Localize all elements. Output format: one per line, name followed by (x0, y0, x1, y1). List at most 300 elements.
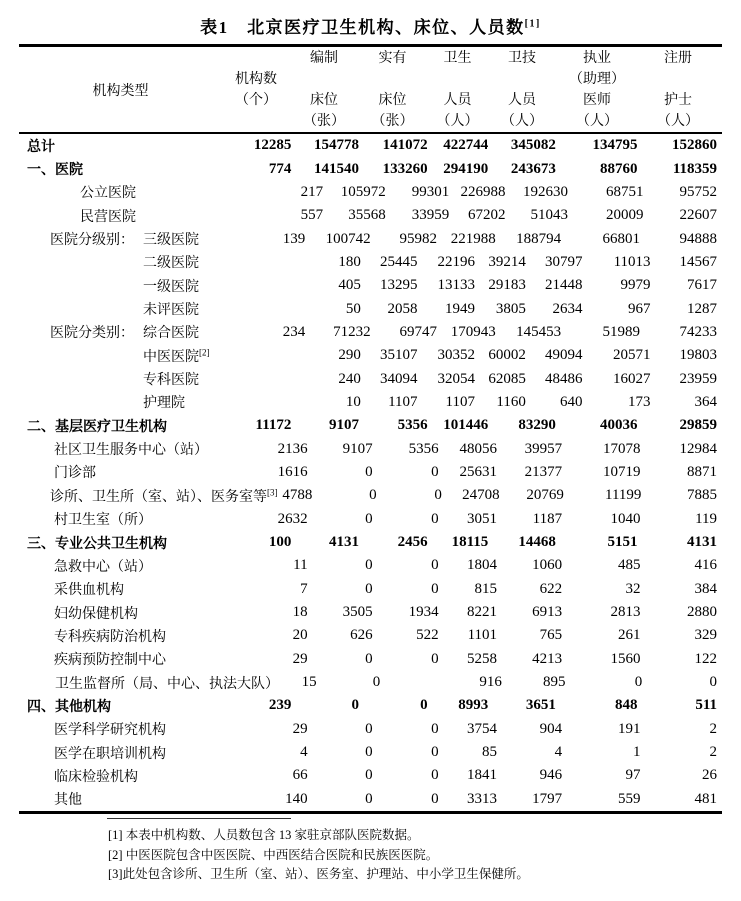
row-label (19, 486, 278, 506)
cell-health-technical-personnel: 51043 (530, 207, 569, 224)
table-title-text: 表1 北京医疗卫生机构、床位、人员数 (200, 18, 525, 37)
cell-registered-nurses: 364 (694, 393, 717, 410)
table-row (19, 788, 722, 811)
cell-authorized-beds: 0 (365, 557, 373, 574)
row-label-text: 医学在职培训机构 (54, 746, 166, 762)
table-row (19, 251, 722, 274)
row-label-text: 专科疾病防治机构 (54, 629, 166, 645)
column-header-registered-nurses (638, 48, 718, 132)
cell-registered-nurses: 481 (694, 790, 718, 807)
cell-institution-count: 557 (300, 207, 324, 224)
row-label (19, 416, 229, 436)
row-label-text: 未评医院 (143, 303, 199, 319)
cell-licensed-assistant-physicians: 848 (614, 697, 638, 714)
cell-actual-beds: 32054 (437, 370, 475, 387)
cell-health-personnel: 294190 (443, 160, 489, 177)
cell-licensed-assistant-physicians: 11199 (605, 487, 642, 504)
column-header-line (427, 69, 488, 90)
cell-licensed-assistant-physicians: 51989 (602, 323, 641, 340)
row-label-text: 诊所、卫生所（室、站）、医务室等 (50, 489, 267, 505)
column-header-line (358, 69, 427, 90)
row-label (19, 743, 248, 763)
cell-health-technical-personnel: 622 (539, 580, 563, 597)
footnote-ref: [3] (267, 487, 278, 498)
table-header-row (19, 44, 722, 134)
cell-actual-beds: 2456 (397, 534, 428, 551)
column-header-line: 人员 (443, 92, 472, 108)
cell-health-personnel: 226988 (460, 183, 506, 200)
cell-authorized-beds: 9107 (342, 440, 373, 457)
cell-licensed-assistant-physicians: 1 (633, 744, 641, 761)
row-label (19, 182, 266, 202)
cell-actual-beds: 5356 (408, 440, 439, 457)
row-label (19, 439, 248, 459)
table-row (19, 741, 722, 764)
cell-registered-nurses: 19803 (679, 347, 717, 364)
row-label-text: 其他 (54, 793, 82, 809)
footnote-line: [1] 本表中机构数、人员数包含 13 家驻京部队医院数据。 (108, 828, 420, 842)
cell-institution-count: 7 (300, 580, 308, 597)
cell-health-personnel: 221988 (450, 230, 496, 247)
cell-authorized-beds: 34094 (380, 370, 418, 387)
cell-registered-nurses: 329 (694, 627, 718, 644)
cell-registered-nurses: 122 (694, 650, 718, 667)
cell-institution-count: 139 (282, 230, 306, 247)
row-label-text: 临床检验机构 (54, 769, 138, 785)
table-row (19, 694, 722, 717)
cell-licensed-assistant-physicians: 16027 (613, 370, 651, 387)
row-label (19, 252, 309, 272)
cell-registered-nurses: 2 (709, 744, 718, 761)
cell-authorized-beds: 626 (350, 627, 373, 644)
column-header-line: （个） (235, 92, 277, 108)
row-label (19, 626, 248, 646)
cell-registered-nurses: 12984 (679, 440, 718, 457)
cell-actual-beds: 95982 (399, 230, 438, 247)
cell-health-technical-personnel: 640 (559, 393, 583, 410)
footnote-ref: [2] (199, 347, 210, 358)
cell-licensed-assistant-physicians: 5151 (607, 534, 638, 551)
table-row (19, 764, 722, 787)
table-row (19, 437, 722, 460)
row-label (19, 579, 248, 599)
cell-health-technical-personnel: 83290 (518, 417, 556, 434)
column-header-line: 人员 (508, 92, 536, 108)
cell-licensed-assistant-physicians: 88760 (599, 160, 638, 177)
cell-actual-beds: 0 (431, 744, 439, 761)
row-label (19, 603, 248, 623)
column-header-line: 医师 (583, 92, 611, 108)
cell-licensed-assistant-physicians: 10719 (603, 463, 641, 480)
cell-registered-nurses: 7617 (686, 277, 717, 294)
cell-registered-nurses: 26 (702, 767, 718, 784)
cell-actual-beds: 0 (420, 697, 428, 714)
row-label (19, 276, 309, 296)
table-row (19, 227, 722, 250)
cell-health-technical-personnel: 21448 (544, 277, 583, 294)
cell-actual-beds: 0 (431, 557, 439, 574)
column-header-line: （助理） (569, 71, 625, 87)
column-header-line: 卫技 (508, 50, 536, 66)
cell-institution-count: 66 (292, 767, 308, 784)
column-header-line: （人） (657, 113, 699, 129)
row-label (19, 533, 229, 553)
table-row (19, 508, 722, 531)
cell-health-technical-personnel: 895 (543, 674, 566, 691)
cell-actual-beds: 133260 (382, 160, 428, 177)
cell-health-personnel: 18115 (451, 534, 489, 551)
cell-health-personnel: 1101 (467, 627, 498, 644)
cell-health-personnel: 3051 (467, 510, 498, 527)
cell-health-technical-personnel: 6913 (532, 604, 563, 621)
row-label-text: 采供血机构 (54, 583, 124, 599)
cell-health-personnel: 5258 (467, 650, 498, 667)
cell-actual-beds: 30352 (437, 347, 475, 364)
cell-actual-beds: 1934 (408, 604, 439, 621)
column-header-line: 护士 (664, 92, 692, 108)
row-label-prefix: 医院分类别： (50, 326, 134, 342)
row-label-text: 民营医院 (80, 209, 136, 225)
cell-authorized-beds: 1107 (388, 393, 418, 410)
row-label-text: 妇幼保健机构 (54, 606, 138, 622)
cell-registered-nurses: 95752 (679, 183, 717, 200)
cell-health-technical-personnel: 3651 (525, 697, 556, 714)
column-header-health-technical-personnel (488, 48, 556, 132)
table-row (19, 157, 722, 180)
row-label-text: 公立医院 (80, 186, 136, 202)
row-label-text: 二级医院 (143, 256, 199, 272)
cell-health-personnel: 25631 (459, 463, 498, 480)
cell-health-personnel: 1804 (467, 557, 498, 574)
table-row (19, 274, 722, 297)
cell-health-personnel: 1841 (467, 767, 498, 784)
cell-health-technical-personnel: 1797 (532, 790, 563, 807)
footnotes (108, 826, 529, 885)
cell-authorized-beds: 0 (365, 650, 373, 667)
table-row (19, 554, 722, 577)
cell-licensed-assistant-physicians: 68751 (605, 183, 644, 200)
cell-institution-count: 180 (338, 253, 361, 270)
cell-actual-beds: 141072 (382, 137, 428, 154)
cell-actual-beds: 22196 (437, 253, 475, 270)
cell-actual-beds: 0 (431, 767, 439, 784)
cell-institution-count: 4 (300, 744, 308, 761)
cell-health-technical-personnel: 145453 (516, 323, 562, 340)
cell-authorized-beds: 13295 (380, 277, 418, 294)
cell-registered-nurses: 4131 (687, 534, 717, 551)
cell-authorized-beds: 35107 (380, 347, 418, 364)
column-header-line: （人） (501, 113, 543, 129)
cell-registered-nurses: 94888 (679, 230, 717, 247)
row-label (19, 649, 248, 669)
column-header-line: 机构数 (235, 71, 277, 87)
cell-registered-nurses: 511 (695, 697, 717, 714)
table-row (19, 648, 722, 671)
cell-health-personnel: 8993 (458, 697, 489, 714)
row-label-prefix: 医院分级别： (50, 233, 134, 249)
column-header-line: （张） (303, 113, 345, 129)
row-label-text: 疾病预防控制中心 (54, 653, 166, 669)
column-header-health-personnel (427, 48, 488, 132)
column-header-line (222, 111, 290, 132)
table-body (19, 134, 722, 814)
column-header-line (290, 69, 358, 90)
row-label-text: 一、医院 (27, 163, 83, 179)
cell-health-technical-personnel: 39957 (524, 440, 563, 457)
cell-registered-nurses: 416 (694, 557, 718, 574)
column-header-licensed-assistant-physicians (556, 48, 638, 132)
row-label-text: 专科医院 (143, 373, 199, 389)
cell-registered-nurses: 23959 (679, 370, 717, 387)
cell-health-personnel: 62085 (488, 370, 526, 387)
cell-institution-count: 240 (338, 370, 361, 387)
cell-authorized-beds: 2058 (387, 300, 418, 317)
cell-registered-nurses: 118359 (672, 160, 717, 177)
cell-licensed-assistant-physicians: 11013 (613, 253, 651, 270)
cell-licensed-assistant-physicians: 20009 (605, 207, 644, 224)
table-row (19, 134, 722, 157)
row-label (19, 346, 309, 366)
cell-registered-nurses: 1287 (686, 300, 717, 317)
table-row (19, 671, 722, 694)
cell-registered-nurses: 8871 (687, 463, 718, 480)
column-header-actual-beds (358, 48, 427, 132)
column-header-line: 卫生 (443, 50, 472, 66)
cell-licensed-assistant-physicians: 1560 (610, 650, 641, 667)
table-row (19, 601, 722, 624)
row-label-text: 三、专业公共卫生机构 (27, 536, 167, 552)
cell-institution-count: 15 (301, 674, 317, 691)
cell-institution-count: 100 (268, 534, 292, 551)
column-header-line (638, 69, 718, 90)
cell-actual-beds: 33959 (411, 207, 450, 224)
cell-health-personnel: 815 (474, 580, 498, 597)
column-header-institution-type: 机构类型 (92, 83, 149, 99)
cell-licensed-assistant-physicians: 134795 (592, 137, 638, 154)
row-label (19, 206, 266, 226)
cell-registered-nurses: 29859 (679, 417, 717, 434)
cell-authorized-beds: 154778 (314, 137, 360, 154)
column-header-line: （张） (371, 113, 414, 129)
cell-health-personnel: 916 (479, 674, 502, 691)
cell-actual-beds: 0 (431, 463, 439, 480)
row-label-text: 社区卫生服务中心（站） (54, 443, 208, 459)
cell-institution-count: 290 (338, 347, 361, 364)
cell-licensed-assistant-physicians: 0 (634, 674, 643, 691)
cell-health-technical-personnel: 4213 (532, 650, 563, 667)
column-header-line: （人） (576, 113, 618, 129)
column-header-authorized-beds (290, 48, 358, 132)
cell-licensed-assistant-physicians: 967 (628, 300, 651, 317)
table-row (19, 414, 722, 437)
cell-actual-beds: 522 (416, 627, 439, 644)
row-label (19, 556, 248, 576)
cell-health-technical-personnel: 30797 (544, 253, 583, 270)
cell-authorized-beds: 105972 (340, 183, 386, 200)
cell-authorized-beds: 35568 (348, 207, 386, 224)
cell-health-personnel: 8221 (467, 604, 498, 621)
table-row (19, 578, 722, 601)
cell-health-technical-personnel: 192630 (523, 183, 569, 200)
cell-authorized-beds: 141540 (314, 160, 360, 177)
row-label (19, 673, 279, 693)
row-label-text: 四、其他机构 (27, 699, 111, 715)
table-row (19, 297, 722, 320)
cell-actual-beds: 0 (431, 790, 439, 807)
cell-licensed-assistant-physicians: 2813 (610, 604, 641, 621)
cell-authorized-beds: 100742 (325, 230, 371, 247)
table-row (19, 344, 722, 367)
cell-licensed-assistant-physicians: 20571 (613, 347, 651, 364)
cell-institution-count: 405 (338, 277, 361, 294)
cell-licensed-assistant-physicians: 559 (618, 790, 641, 807)
cell-health-personnel: 39214 (488, 253, 526, 270)
column-header-line: 床位 (310, 92, 338, 108)
table-row (19, 484, 722, 507)
cell-institution-count: 29 (292, 720, 308, 737)
cell-authorized-beds: 4131 (329, 534, 360, 551)
cell-authorized-beds: 0 (365, 463, 373, 480)
table-row (19, 624, 722, 647)
cell-health-personnel: 29183 (488, 277, 526, 294)
cell-authorized-beds: 25445 (380, 253, 418, 270)
cell-health-technical-personnel: 243673 (510, 160, 556, 177)
cell-institution-count: 217 (300, 183, 324, 200)
cell-authorized-beds: 0 (365, 580, 373, 597)
cell-health-personnel: 170943 (450, 323, 496, 340)
row-label (19, 696, 229, 716)
cell-actual-beds: 99301 (411, 183, 450, 200)
row-label (19, 766, 248, 786)
table-row (19, 181, 722, 204)
cell-health-personnel: 24708 (462, 487, 500, 504)
cell-actual-beds: 1949 (444, 300, 475, 317)
cell-institution-count: 1616 (277, 463, 308, 480)
cell-authorized-beds: 71232 (333, 323, 371, 340)
cell-health-technical-personnel: 48486 (544, 370, 583, 387)
column-header-institution-count (222, 48, 290, 132)
cell-health-technical-personnel: 946 (539, 767, 563, 784)
row-label (19, 322, 245, 342)
column-header-line (488, 69, 556, 90)
cell-actual-beds: 0 (434, 487, 442, 504)
cell-authorized-beds: 0 (351, 697, 360, 714)
cell-health-technical-personnel: 188794 (516, 230, 562, 247)
cell-licensed-assistant-physicians: 32 (625, 580, 641, 597)
row-label (19, 509, 248, 529)
cell-health-personnel: 85 (482, 744, 498, 761)
cell-authorized-beds: 0 (372, 674, 381, 691)
table-row (19, 461, 722, 484)
column-header-line: 实有 (378, 50, 407, 66)
footnote-separator (107, 818, 291, 819)
row-label (19, 369, 309, 389)
cell-health-technical-personnel: 2634 (552, 300, 583, 317)
column-header-line: 注册 (664, 50, 692, 66)
cell-licensed-assistant-physicians: 40036 (599, 417, 638, 434)
column-header-line: 执业 (583, 50, 611, 66)
row-label-text: 护理院 (143, 396, 185, 412)
cell-licensed-assistant-physicians: 173 (628, 393, 651, 410)
cell-health-personnel: 3805 (495, 300, 526, 317)
cell-actual-beds: 5356 (397, 417, 428, 434)
cell-health-technical-personnel: 1187 (532, 510, 563, 527)
row-label-text: 中医医院 (143, 349, 199, 365)
cell-health-personnel: 1160 (496, 393, 526, 410)
cell-registered-nurses: 22607 (679, 207, 717, 224)
row-label-text: 村卫生室（所） (54, 513, 152, 529)
cell-institution-count: 18 (292, 604, 308, 621)
cell-authorized-beds: 0 (365, 510, 373, 527)
table-row (19, 367, 722, 390)
cell-health-personnel: 101446 (443, 417, 489, 434)
cell-institution-count: 29 (292, 650, 308, 667)
row-label-text: 门诊部 (54, 466, 96, 482)
cell-registered-nurses: 0 (709, 674, 717, 691)
cell-actual-beds: 0 (431, 510, 439, 527)
cell-actual-beds: 0 (431, 720, 439, 737)
column-header-line: 编制 (310, 50, 338, 66)
row-label (19, 299, 309, 319)
cell-licensed-assistant-physicians: 66801 (602, 230, 641, 247)
cell-institution-count: 140 (285, 790, 308, 807)
column-header-line: 床位 (378, 92, 407, 108)
row-label-text: 急救中心（站） (54, 559, 152, 575)
footnote-line: [3]此处包含诊所、卫生所（室、站）、医务室、护理站、中小学卫生保健所。 (108, 867, 529, 881)
cell-institution-count: 234 (282, 323, 306, 340)
cell-institution-count: 20 (292, 627, 308, 644)
table-row (19, 204, 722, 227)
row-label-text: 三级医院 (143, 233, 199, 249)
cell-licensed-assistant-physicians: 191 (618, 720, 641, 737)
cell-health-personnel: 48056 (459, 440, 498, 457)
cell-institution-count: 50 (345, 300, 361, 317)
row-label (19, 789, 248, 809)
cell-health-technical-personnel: 1060 (532, 557, 563, 574)
cell-institution-count: 239 (268, 697, 292, 714)
cell-actual-beds: 0 (431, 650, 439, 667)
column-header-line: （人） (436, 113, 479, 129)
cell-actual-beds: 1107 (445, 393, 475, 410)
row-label-text: 总计 (27, 139, 55, 155)
cell-registered-nurses: 2 (709, 720, 718, 737)
cell-licensed-assistant-physicians: 1040 (610, 510, 641, 527)
cell-health-personnel: 3313 (467, 790, 498, 807)
cell-actual-beds: 13133 (437, 277, 475, 294)
cell-health-technical-personnel: 20769 (526, 487, 564, 504)
table-title-footnote-ref: [1] (524, 18, 541, 30)
cell-health-personnel: 60002 (488, 347, 526, 364)
cell-authorized-beds: 0 (365, 767, 373, 784)
table-row (19, 391, 722, 414)
cell-authorized-beds: 0 (365, 720, 373, 737)
row-label-text: 综合医院 (143, 326, 199, 342)
footnote-line: [2] 中医医院包含中医医院、中西医结合医院和民族医医院。 (108, 847, 439, 862)
row-label (19, 462, 248, 482)
cell-health-technical-personnel: 14468 (518, 534, 556, 551)
cell-licensed-assistant-physicians: 97 (625, 767, 641, 784)
cell-authorized-beds: 9107 (329, 417, 360, 434)
cell-authorized-beds: 0 (365, 790, 373, 807)
cell-registered-nurses: 119 (695, 510, 718, 527)
cell-institution-count: 11172 (255, 417, 292, 434)
table-row (19, 321, 722, 344)
cell-registered-nurses: 7885 (687, 487, 717, 504)
cell-institution-count: 12285 (253, 137, 292, 154)
cell-institution-count: 11 (293, 557, 308, 574)
cell-authorized-beds: 0 (369, 487, 377, 504)
cell-institution-count: 10 (345, 393, 361, 410)
